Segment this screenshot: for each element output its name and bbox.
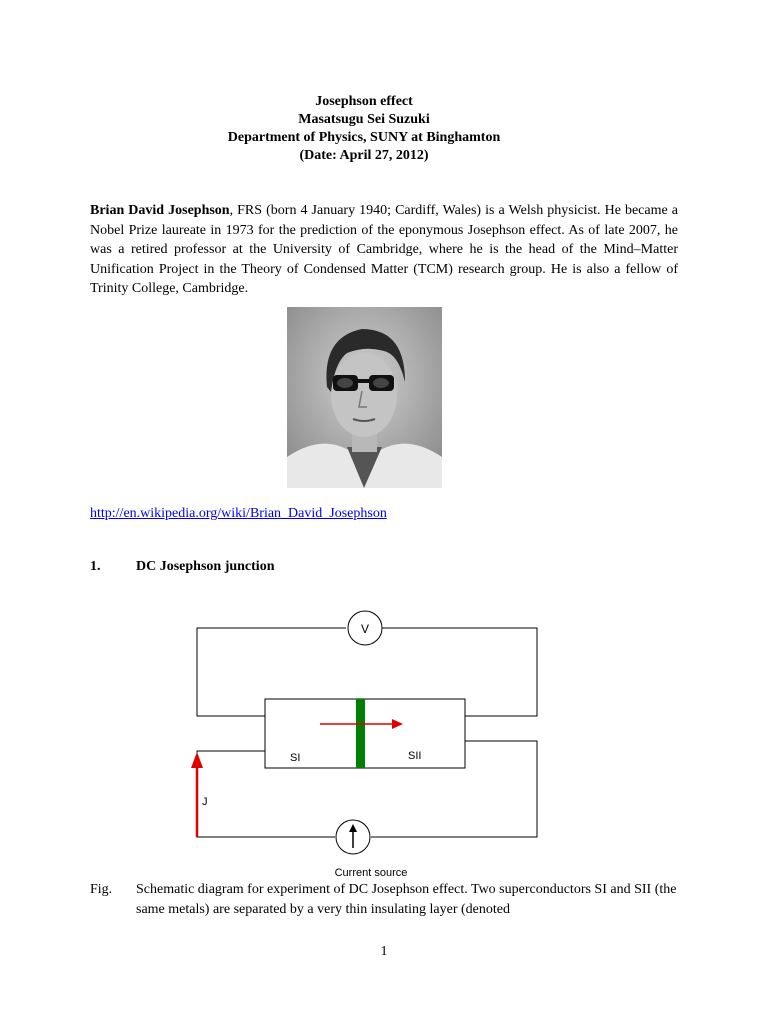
title-block bbox=[0, 93, 768, 165]
portrait-image bbox=[287, 307, 442, 488]
intro-paragraph bbox=[90, 201, 678, 299]
section-number: 1. bbox=[90, 559, 101, 574]
intro-name: Brian David Josephson bbox=[90, 203, 230, 218]
section-heading bbox=[90, 559, 274, 575]
current-arrow-head bbox=[191, 752, 203, 768]
voltmeter-label: V bbox=[360, 622, 370, 636]
right-superconductor-label: SII bbox=[408, 750, 422, 762]
intro-text: , FRS (born 4 January 1940; Cardiff, Wales) is a Welsh physicist. He became a Nobel Prize laureate in 1973 for the prediction of the eponymous Josephson effect. As of late 2007, he was a retired professor at the University of Cambridge, where he is the head of the Mind–Matter Unification Project in the Theory of Condensed Matter (TCM) research group. He is also a fellow of Trinity College, Cambridge. bbox=[90, 203, 678, 297]
doc-date: (Date: April 27, 2012) bbox=[299, 148, 429, 163]
caption-label: Fig. bbox=[90, 882, 113, 897]
page-number: 1 bbox=[380, 944, 388, 959]
junction-diagram bbox=[190, 608, 550, 880]
current-source-label: Current source bbox=[334, 867, 408, 879]
left-superconductor-label: SI bbox=[290, 752, 301, 764]
insulating-barrier bbox=[356, 699, 365, 768]
caption-text: Schematic diagram for experiment of DC Josephson effect. Two superconductors SI and SII (the same metals) are separated by a very thin insulating layer (denoted bbox=[136, 882, 677, 917]
doc-title: Josephson effect bbox=[315, 94, 413, 109]
wikipedia-link[interactable]: http://en.wikipedia.org/wiki/Brian_David_Josephson bbox=[90, 506, 387, 521]
current-label: J bbox=[202, 796, 208, 808]
section-title: DC Josephson junction bbox=[136, 559, 275, 574]
doc-author: Masatsugu Sei Suzuki bbox=[298, 112, 430, 127]
doc-department: Department of Physics, SUNY at Binghamton bbox=[227, 130, 501, 145]
portrait-photo bbox=[287, 307, 442, 488]
